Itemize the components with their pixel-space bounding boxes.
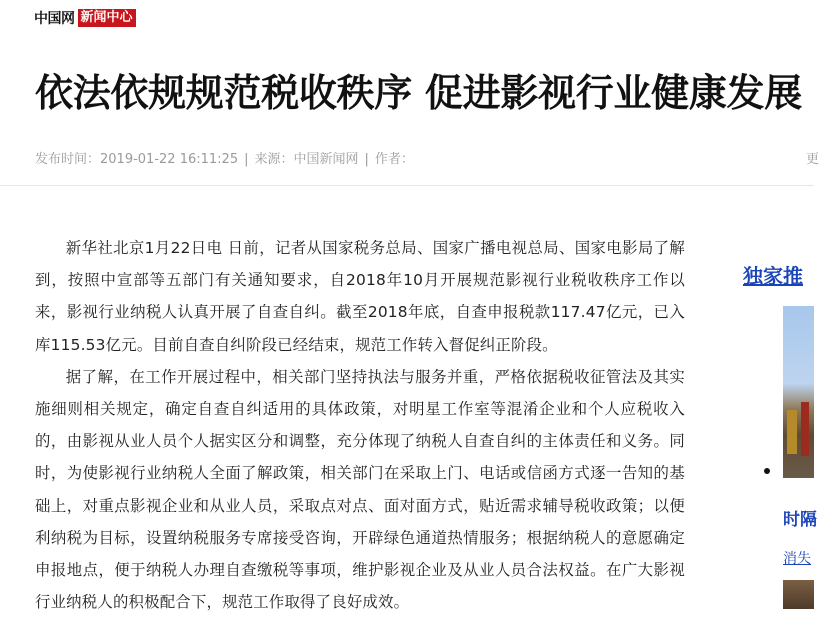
sidebar-news-image[interactable] bbox=[783, 306, 814, 478]
publish-time: 2019-01-22 16:11:25 bbox=[100, 152, 239, 167]
article-paragraph: 据了解，在工作开展过程中，相关部门坚持执法与服务并重，严格依据税收征管法及其实施细则相关规定，确定自查自纠适用的具体政策，对明星工作室等混淆企业和个人应税收入的，由影视从业人员个人据实区分和调整，充分体现了纳税人自查自纠的主体责任和义务。同时，为使影视行业纳税人全面了解政策，相关部门在采取上门、电话或信函方式逐一告知的基础上，对重点影视企业和从业人员，采取点对点、面对面方式，贴近需求辅导税收政策；以便利纳税为目标，设置纳税服务专席接受咨询，开辟绿色通道热情服务；根据纳税人的意愿确定申报地点，便于纳税人办理自查缴税等事项，维护影视企业及从业人员合法权益。在广大影视行业纳税人的积极配合下，规范工作取得了良好成效。 bbox=[35, 367, 685, 612]
image-detail bbox=[801, 402, 809, 456]
meta-more-link[interactable]: 更 bbox=[806, 152, 819, 167]
article-title: 依法依规规范税收秩序 促进影视行业健康发展 bbox=[35, 71, 802, 115]
logo-main-text: 中国网 bbox=[34, 11, 75, 27]
sidebar-section-title[interactable]: 独家推 bbox=[743, 264, 803, 288]
source-label: 来源： bbox=[254, 152, 294, 167]
sidebar-link[interactable]: 消失 bbox=[783, 551, 811, 567]
article-meta bbox=[35, 148, 414, 167]
article-body bbox=[35, 232, 685, 618]
sidebar-news-image-2[interactable] bbox=[783, 580, 814, 609]
meta-separator: | bbox=[364, 152, 369, 167]
logo-channel-badge: 新闻中心 bbox=[78, 9, 136, 27]
meta-separator: | bbox=[244, 152, 249, 167]
site-logo[interactable] bbox=[34, 8, 136, 28]
list-bullet bbox=[764, 468, 770, 474]
publish-label: 发布时间： bbox=[35, 152, 101, 167]
header-divider bbox=[0, 185, 814, 186]
author-label: 作者： bbox=[374, 152, 414, 167]
article-paragraph: 新华社北京1月22日电 日前，记者从国家税务总局、国家广播电视总局、国家电影局了解到，按照中宣部等五部门有关通知要求，自2018年10月开展规范影视行业税收秩序工作以来，影视行业纳税人认真开展了自查自纠。截至2018年底，自查申报税款117.47亿元，已入库115.53亿元。目前自查自纠阶段已经结束，规范工作转入督促纠正阶段。 bbox=[35, 239, 685, 354]
source-name: 中国新闻网 bbox=[293, 152, 359, 167]
image-detail bbox=[787, 410, 797, 454]
sidebar-headline[interactable]: 时隔 bbox=[783, 510, 817, 530]
